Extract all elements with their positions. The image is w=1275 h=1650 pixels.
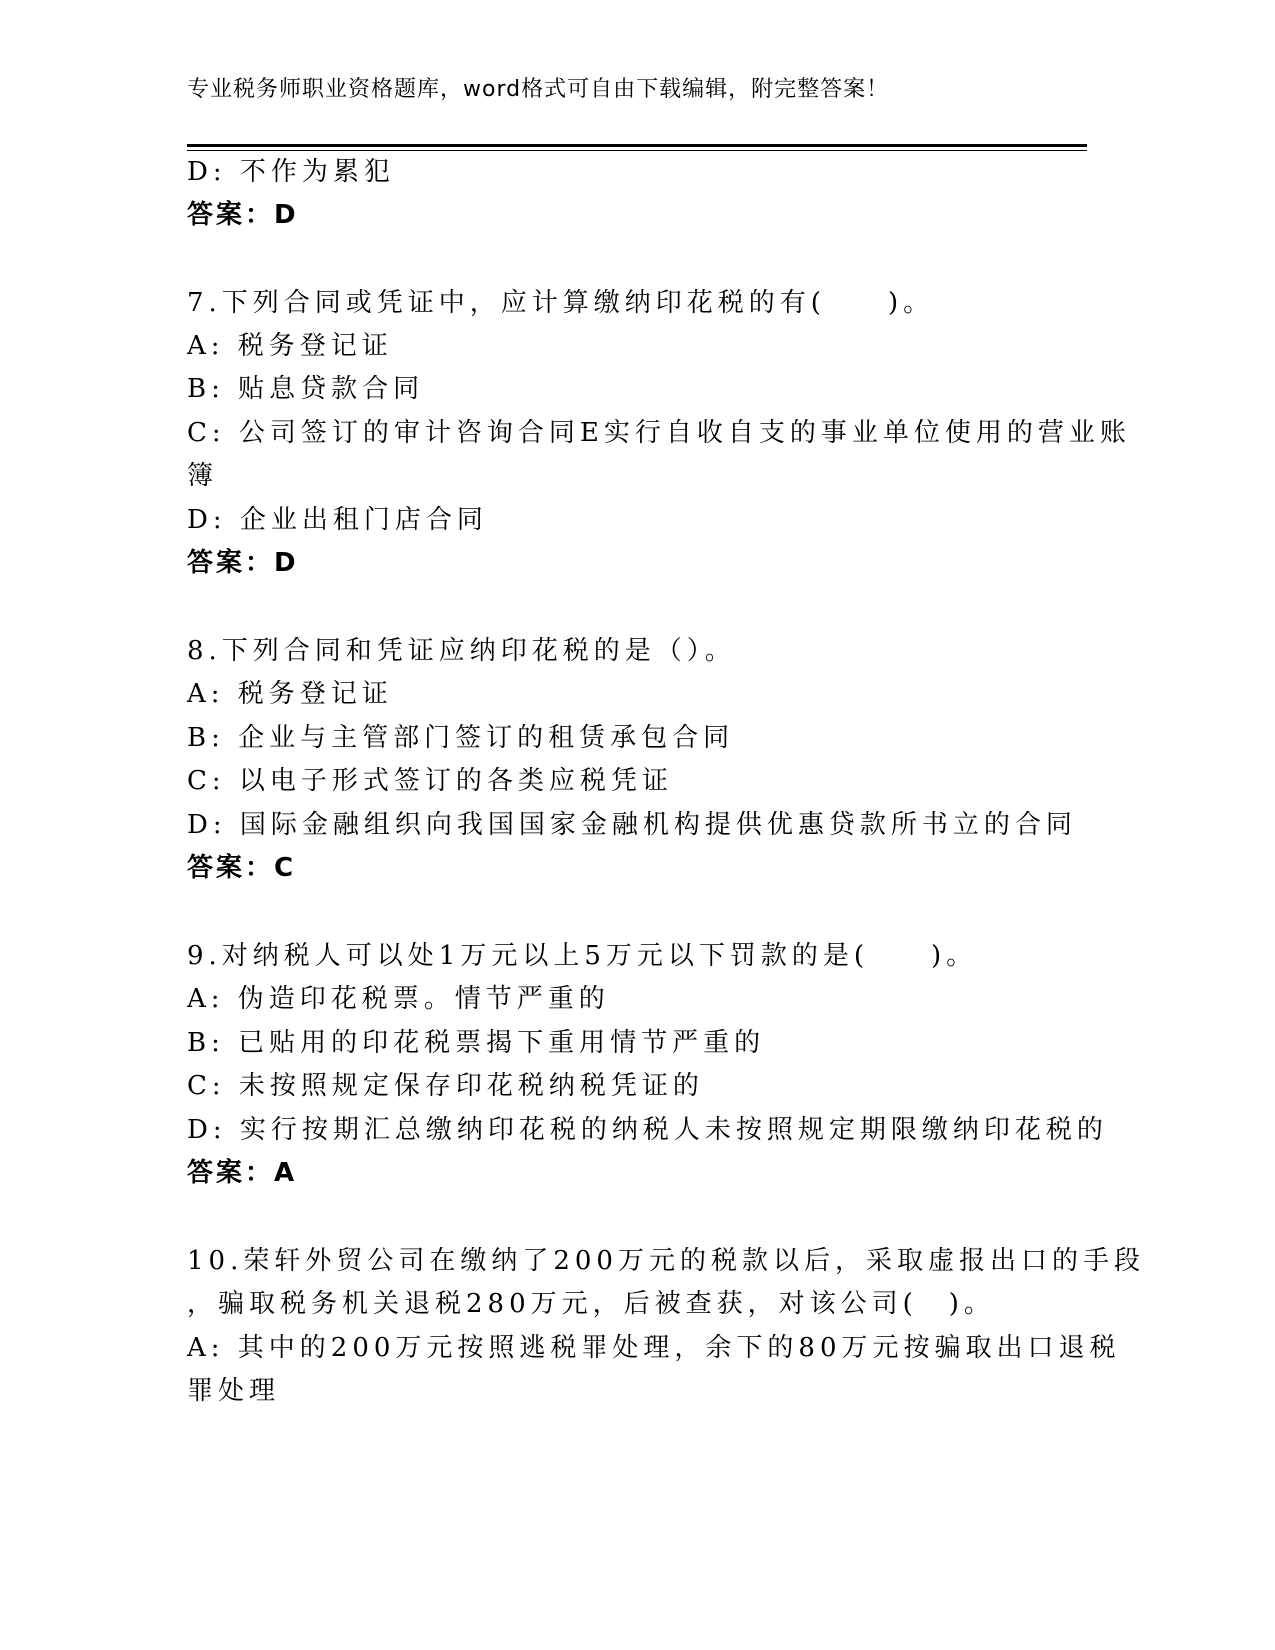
option-b-q7: B: 贴息贷款合同 — [187, 374, 425, 404]
option-d-q7: D: 企业出租门店合同 — [187, 505, 488, 535]
page-header: 专业税务师职业资格题库，word格式可自由下载编辑，附完整答案！ — [187, 77, 890, 102]
option-d-q9: D: 实行按期汇总缴纳印花税的纳税人未按照规定期限缴纳印花税的 — [187, 1115, 1108, 1145]
option-a-q7: A: 税务登记证 — [187, 331, 393, 361]
answer-q9: 答案：A — [187, 1158, 298, 1188]
answer-q7: 答案：D — [187, 548, 299, 578]
option-b-q8: B: 企业与主管部门签订的租赁承包合同 — [187, 723, 735, 753]
option-b-q9: B: 已贴用的印花税票揭下重用情节严重的 — [187, 1028, 766, 1058]
option-a-q9: A: 伪造印花税票。情节严重的 — [187, 984, 610, 1014]
option-a-q8: A: 税务登记证 — [187, 679, 393, 709]
question-10: 10.荣轩外贸公司在缴纳了200万元的税款以后，采取虚报出口的手段 — [187, 1246, 1145, 1276]
option-c-q7-cont: 簿 — [187, 461, 219, 491]
option-a-q10: A: 其中的200万元按照逃税罪处理，余下的80万元按骗取出口退税 — [187, 1333, 1121, 1363]
option-d-q6: D: 不作为累犯 — [187, 157, 395, 187]
option-a-q10-cont: 罪处理 — [187, 1376, 281, 1406]
question-7: 7.下列合同或凭证中，应计算缴纳印花税的有( )。 — [187, 288, 935, 318]
answer-q6: 答案：D — [187, 200, 299, 230]
option-c-q8: C: 以电子形式签订的各类应税凭证 — [187, 766, 673, 796]
option-c-q7: C: 公司签订的审计咨询合同E实行自收自支的事业单位使用的营业账 — [187, 418, 1131, 448]
question-10-cont: ，骗取税务机关退税280万元，后被查获，对该公司( )。 — [187, 1289, 995, 1319]
header-rule-thin — [187, 150, 1087, 151]
option-c-q9: C: 未按照规定保存印花税纳税凭证的 — [187, 1071, 704, 1101]
option-d-q8: D: 国际金融组织向我国国家金融机构提供优惠贷款所书立的合同 — [187, 810, 1077, 840]
question-8: 8.下列合同和凭证应纳印花税的是（）。 — [187, 636, 736, 666]
header-rule-thick — [187, 144, 1087, 147]
question-9: 9.对纳税人可以处1万元以上5万元以下罚款的是( )。 — [187, 941, 978, 971]
answer-q8: 答案：C — [187, 853, 297, 883]
